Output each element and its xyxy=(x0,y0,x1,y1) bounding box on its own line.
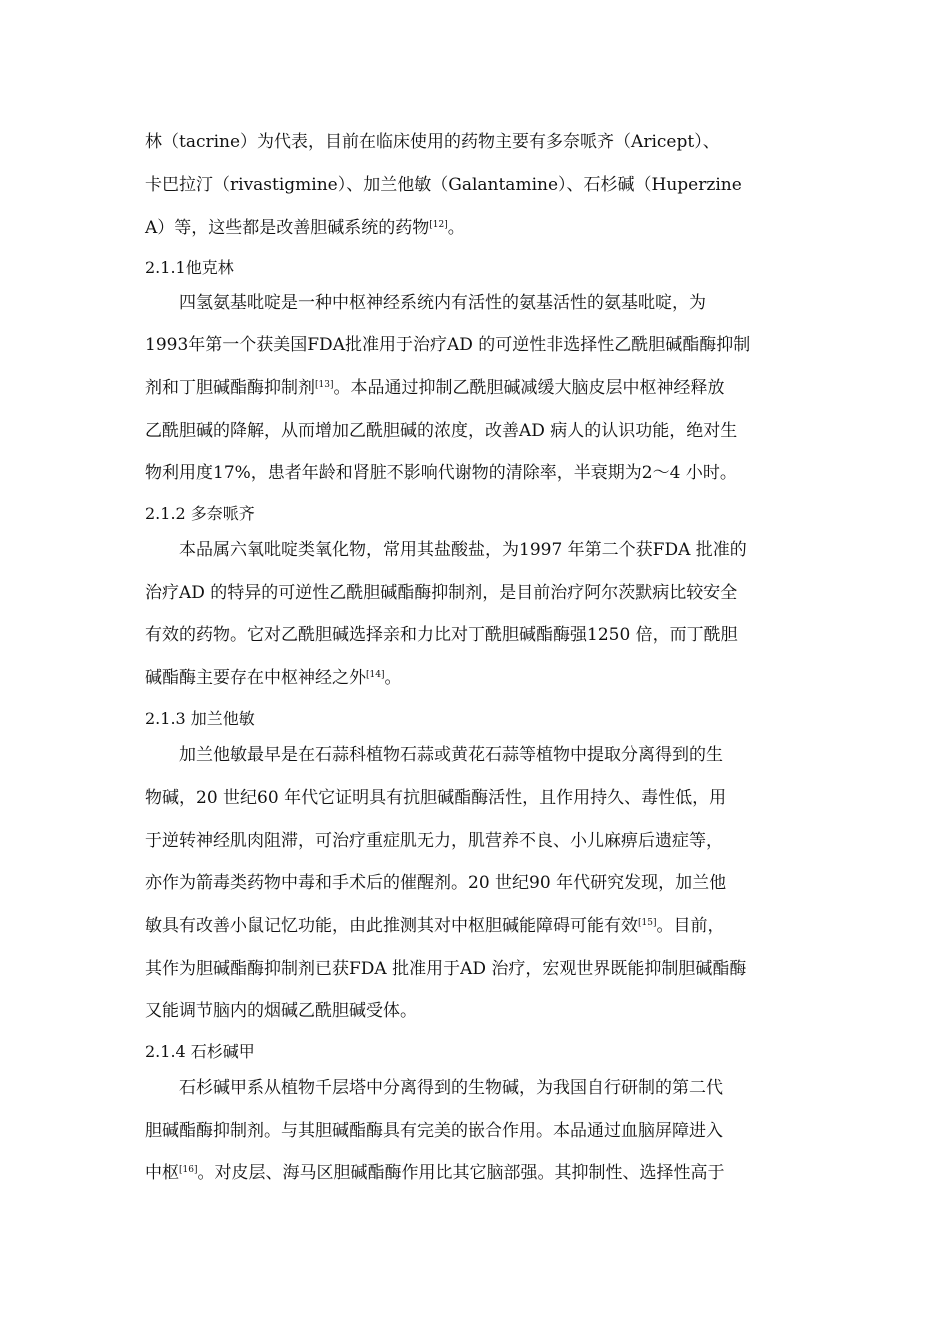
text-line xyxy=(145,461,737,485)
text-span: 。 xyxy=(384,668,402,688)
text-span: 胆碱酯酶抑制剂。与其胆碱酯酶具有完美的嵌合作用。本品通过血脑屏障进入 xyxy=(145,1121,723,1141)
heading-text: 2.1.3 加兰他敏 xyxy=(145,709,255,728)
text-span: 。对皮层、海马区胆碱酯酶作用比其它脑部强。其抑制性、选择性高于 xyxy=(197,1163,725,1183)
text-span: 又能调节脑内的烟碱乙酰胆碱受体。 xyxy=(145,1001,417,1021)
text-span: 。目前， xyxy=(656,916,725,936)
text-span: 1993年第一个获美国FDA批准用于治疗AD 的可逆性非选择性乙酰胆碱酯酶抑制 xyxy=(145,335,751,355)
text-span: 碱酯酶主要存在中枢神经之外 xyxy=(145,668,366,688)
text-span: 物碱，20 世纪60 年代它证明具有抗胆碱酯酶活性，且作用持久、毒性低，用 xyxy=(145,788,727,808)
text-line xyxy=(145,581,737,605)
text-line xyxy=(145,173,742,197)
text-line xyxy=(145,999,417,1023)
text-line xyxy=(145,1119,723,1143)
text-line xyxy=(145,216,465,240)
text-span: 于逆转神经肌肉阻滞，可治疗重症肌无力，肌营养不良、小儿麻痹后遗症等， xyxy=(145,831,723,851)
text-line xyxy=(145,957,746,981)
text-line xyxy=(145,419,737,443)
text-span: 治疗AD 的特异的可逆性乙酰胆碱酯酶抑制剂，是目前治疗阿尔茨默病比较安全 xyxy=(145,583,738,603)
text-line xyxy=(145,333,750,357)
text-line xyxy=(145,666,401,690)
text-span: 有效的药物。它对乙酰胆碱选择亲和力比对丁酰胆碱酯酶强1250 倍，而丁酰胆 xyxy=(145,625,738,645)
section-heading xyxy=(145,707,255,731)
text-line xyxy=(145,829,723,853)
text-span: 本品属六氧吡啶类氧化物，常用其盐酸盐，为1997 年第二个获FDA 批准的 xyxy=(179,540,747,560)
heading-text: 2.1.4 石杉碱甲 xyxy=(145,1042,255,1061)
text-line xyxy=(179,743,723,767)
text-span: 其作为胆碱酯酶抑制剂已获FDA 批准用于AD 治疗，宏观世界既能抑制胆碱酯酶 xyxy=(145,959,747,979)
citation-ref: [12] xyxy=(429,220,448,230)
text-span: 四氢氨基吡啶是一种中枢神经系统内有活性的氨基活性的氨基吡啶，为 xyxy=(179,293,706,313)
text-line xyxy=(145,623,738,647)
citation-ref: [14] xyxy=(366,670,385,680)
citation-ref: [13] xyxy=(315,380,334,390)
citation-ref: [16] xyxy=(179,1165,198,1175)
text-line xyxy=(145,1161,724,1185)
text-span: 石杉碱甲系从植物千层塔中分离得到的生物碱，为我国自行研制的第二代 xyxy=(179,1078,723,1098)
text-line xyxy=(179,291,706,315)
text-span: 。 xyxy=(447,218,465,238)
section-heading xyxy=(145,1040,255,1064)
section-heading xyxy=(145,502,255,526)
heading-text: 2.1.1他克林 xyxy=(145,258,234,277)
text-span: 乙酰胆碱的降解，从而增加乙酰胆碱的浓度，改善AD 病人的认识功能，绝对生 xyxy=(145,421,738,441)
text-span: 物利用度17%，患者年龄和肾脏不影响代谢物的清除率，半衰期为2～4 小时。 xyxy=(145,463,737,483)
text-span: 敏具有改善小鼠记忆功能，由此推测其对中枢胆碱能障碍可能有效 xyxy=(145,916,638,936)
text-span: 林（tacrine）为代表，目前在临床使用的药物主要有多奈哌齐（Aricept）、 xyxy=(145,132,720,152)
text-line xyxy=(145,130,720,154)
citation-ref: [15] xyxy=(638,918,657,928)
text-line xyxy=(145,786,726,810)
text-span: 加兰他敏最早是在石蒜科植物石蒜或黄花石蒜等植物中提取分离得到的生 xyxy=(179,745,723,765)
heading-text: 2.1.2 多奈哌齐 xyxy=(145,504,255,523)
section-heading xyxy=(145,256,234,280)
text-line xyxy=(179,1076,723,1100)
text-line xyxy=(145,914,724,938)
text-span: 卡巴拉汀（rivastigmine）、加兰他敏（Galantamine）、石杉碱（Huperzine xyxy=(145,175,742,195)
text-line xyxy=(145,871,726,895)
text-line xyxy=(179,538,747,562)
text-span: 剂和丁胆碱酯酶抑制剂 xyxy=(145,378,315,398)
text-line xyxy=(145,376,724,400)
text-span: 亦作为箭毒类药物中毒和手术后的催醒剂。20 世纪90 年代研究发现，加兰他 xyxy=(145,873,727,893)
text-span: 。本品通过抑制乙酰胆碱减缓大脑皮层中枢神经释放 xyxy=(333,378,725,398)
text-span: A）等，这些都是改善胆碱系统的药物 xyxy=(145,218,430,238)
text-span: 中枢 xyxy=(145,1163,179,1183)
